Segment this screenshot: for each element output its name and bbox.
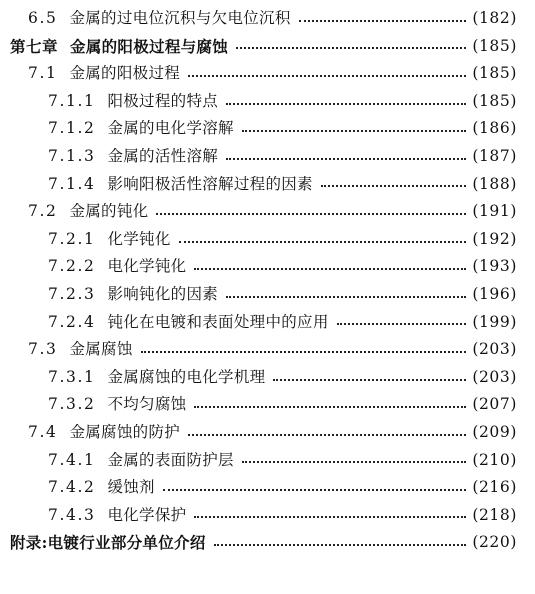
toc-entry-number: 7.4.3 (48, 505, 96, 524)
toc-entry-title: 金属腐蚀的电化学机理 (107, 367, 266, 386)
toc-entry-page-number: (207) (472, 395, 517, 414)
toc-entry-number: 7.4.1 (48, 450, 96, 469)
toc-entry-title: 钝化在电镀和表面处理中的应用 (107, 312, 329, 331)
dot-leader (273, 379, 466, 381)
toc-entry-title: 金属腐蚀 (69, 340, 133, 359)
toc-entry-number: 7.2.1 (48, 229, 96, 248)
toc-entry-title: 金属的阳极过程 (69, 64, 181, 83)
toc-entry-subsection[interactable] (0, 88, 535, 116)
toc-entry-number: 7.2.3 (48, 284, 96, 303)
toc-entry-page-number: (188) (472, 174, 517, 193)
toc-entry-number: 7.1.3 (48, 147, 96, 166)
toc-entry-title: 阳极过程的特点 (107, 91, 219, 110)
toc-entry-page-number: (196) (472, 284, 517, 303)
toc-entry-number: 7.4.2 (48, 478, 96, 497)
dot-leader (226, 103, 466, 105)
toc-entry-page-number: (203) (472, 367, 517, 386)
dot-leader (188, 75, 466, 77)
toc-entry-title: 化学钝化 (107, 229, 171, 248)
dot-leader (321, 185, 466, 187)
dot-leader (299, 20, 467, 22)
toc-entry-subsection[interactable] (0, 115, 535, 143)
toc-entry-number: 7.1.1 (48, 91, 96, 110)
toc-entry-subsection[interactable] (0, 309, 535, 337)
toc-entry-page-number: (192) (472, 229, 517, 248)
toc-entry-page-number: (193) (472, 257, 517, 276)
toc-entry-title: 不均匀腐蚀 (107, 395, 187, 414)
toc-entry-page-number: (185) (472, 91, 517, 110)
toc-entry-page-number: (187) (472, 147, 517, 166)
dot-leader (179, 241, 467, 243)
toc-entry-title: 金属的活性溶解 (107, 147, 219, 166)
toc-entry-subsection[interactable] (0, 253, 535, 281)
dot-leader (194, 406, 466, 408)
toc-entry-number: 7.3.1 (48, 367, 96, 386)
toc-entry-page-number: (210) (472, 450, 517, 469)
toc-entry-subsection[interactable] (0, 226, 535, 254)
toc-entry-number: 6.5 (28, 9, 58, 28)
toc-entry-appendix[interactable] (0, 529, 535, 557)
dot-leader (337, 323, 467, 325)
dot-leader (156, 213, 466, 215)
toc-entry-number: 7.2.4 (48, 312, 96, 331)
toc-entry-section[interactable] (0, 5, 535, 33)
toc-entry-title: 影响阳极活性溶解过程的因素 (107, 174, 313, 193)
toc-entry-page-number: (216) (472, 478, 517, 497)
toc-entry-number: 7.2 (28, 202, 58, 221)
toc-entry-number: 7.2.2 (48, 257, 96, 276)
toc-entry-title: 附录:电镀行业部分单位介绍 (10, 533, 206, 553)
toc-entry-page-number: (182) (472, 9, 517, 28)
toc-entry-subsection[interactable] (0, 391, 535, 419)
toc-entry-subsection[interactable] (0, 474, 535, 502)
toc-entry-title: 金属的钝化 (69, 202, 149, 221)
dot-leader (188, 434, 466, 436)
dot-leader (194, 516, 466, 518)
toc-entry-number: 7.3 (28, 340, 58, 359)
dot-leader (194, 268, 466, 270)
toc-entry-number: 7.1 (28, 64, 58, 83)
toc-entry-page-number: (185) (472, 36, 517, 55)
toc-entry-subsection[interactable] (0, 143, 535, 171)
dot-leader (242, 461, 466, 463)
dot-leader (242, 130, 466, 132)
toc-entry-title: 金属的电化学溶解 (107, 119, 234, 138)
toc-entry-page-number: (209) (472, 422, 517, 441)
toc-entry-number: 第七章 (10, 36, 59, 56)
toc-entry-title: 金属的阳极过程与腐蚀 (70, 36, 229, 56)
dot-leader (226, 158, 466, 160)
toc-entry-title: 金属的过电位沉积与欠电位沉积 (69, 9, 291, 28)
toc-entry-subsection[interactable] (0, 502, 535, 530)
toc-entry-subsection[interactable] (0, 364, 535, 392)
toc-entry-subsection[interactable] (0, 171, 535, 199)
toc-entry-page-number: (220) (472, 533, 517, 552)
toc-entry-subsection[interactable] (0, 281, 535, 309)
table-of-contents (0, 5, 535, 557)
toc-entry-section[interactable] (0, 60, 535, 88)
toc-entry-title: 电化学保护 (107, 505, 187, 524)
toc-entry-page-number: (203) (472, 340, 517, 359)
toc-entry-number: 7.1.2 (48, 119, 96, 138)
toc-entry-page-number: (218) (472, 505, 517, 524)
dot-leader (214, 544, 467, 546)
toc-entry-section[interactable] (0, 419, 535, 447)
toc-entry-number: 7.4 (28, 422, 58, 441)
toc-entry-page-number: (191) (472, 202, 517, 221)
toc-entry-page-number: (185) (472, 64, 517, 83)
dot-leader (141, 351, 467, 353)
toc-entry-page-number: (186) (472, 119, 517, 138)
dot-leader (236, 47, 466, 49)
toc-entry-section[interactable] (0, 336, 535, 364)
toc-entry-title: 电化学钝化 (107, 257, 187, 276)
toc-entry-title: 金属腐蚀的防护 (69, 422, 181, 441)
toc-entry-page-number: (199) (472, 312, 517, 331)
dot-leader (226, 296, 466, 298)
toc-entry-number: 7.3.2 (48, 395, 96, 414)
toc-entry-title: 金属的表面防护层 (107, 450, 234, 469)
toc-entry-number: 7.1.4 (48, 174, 96, 193)
toc-entry-title: 缓蚀剂 (107, 478, 155, 497)
toc-entry-subsection[interactable] (0, 447, 535, 475)
toc-entry-title: 影响钝化的因素 (107, 284, 219, 303)
toc-entry-chapter[interactable] (0, 33, 535, 61)
dot-leader (163, 489, 466, 491)
toc-entry-section[interactable] (0, 198, 535, 226)
